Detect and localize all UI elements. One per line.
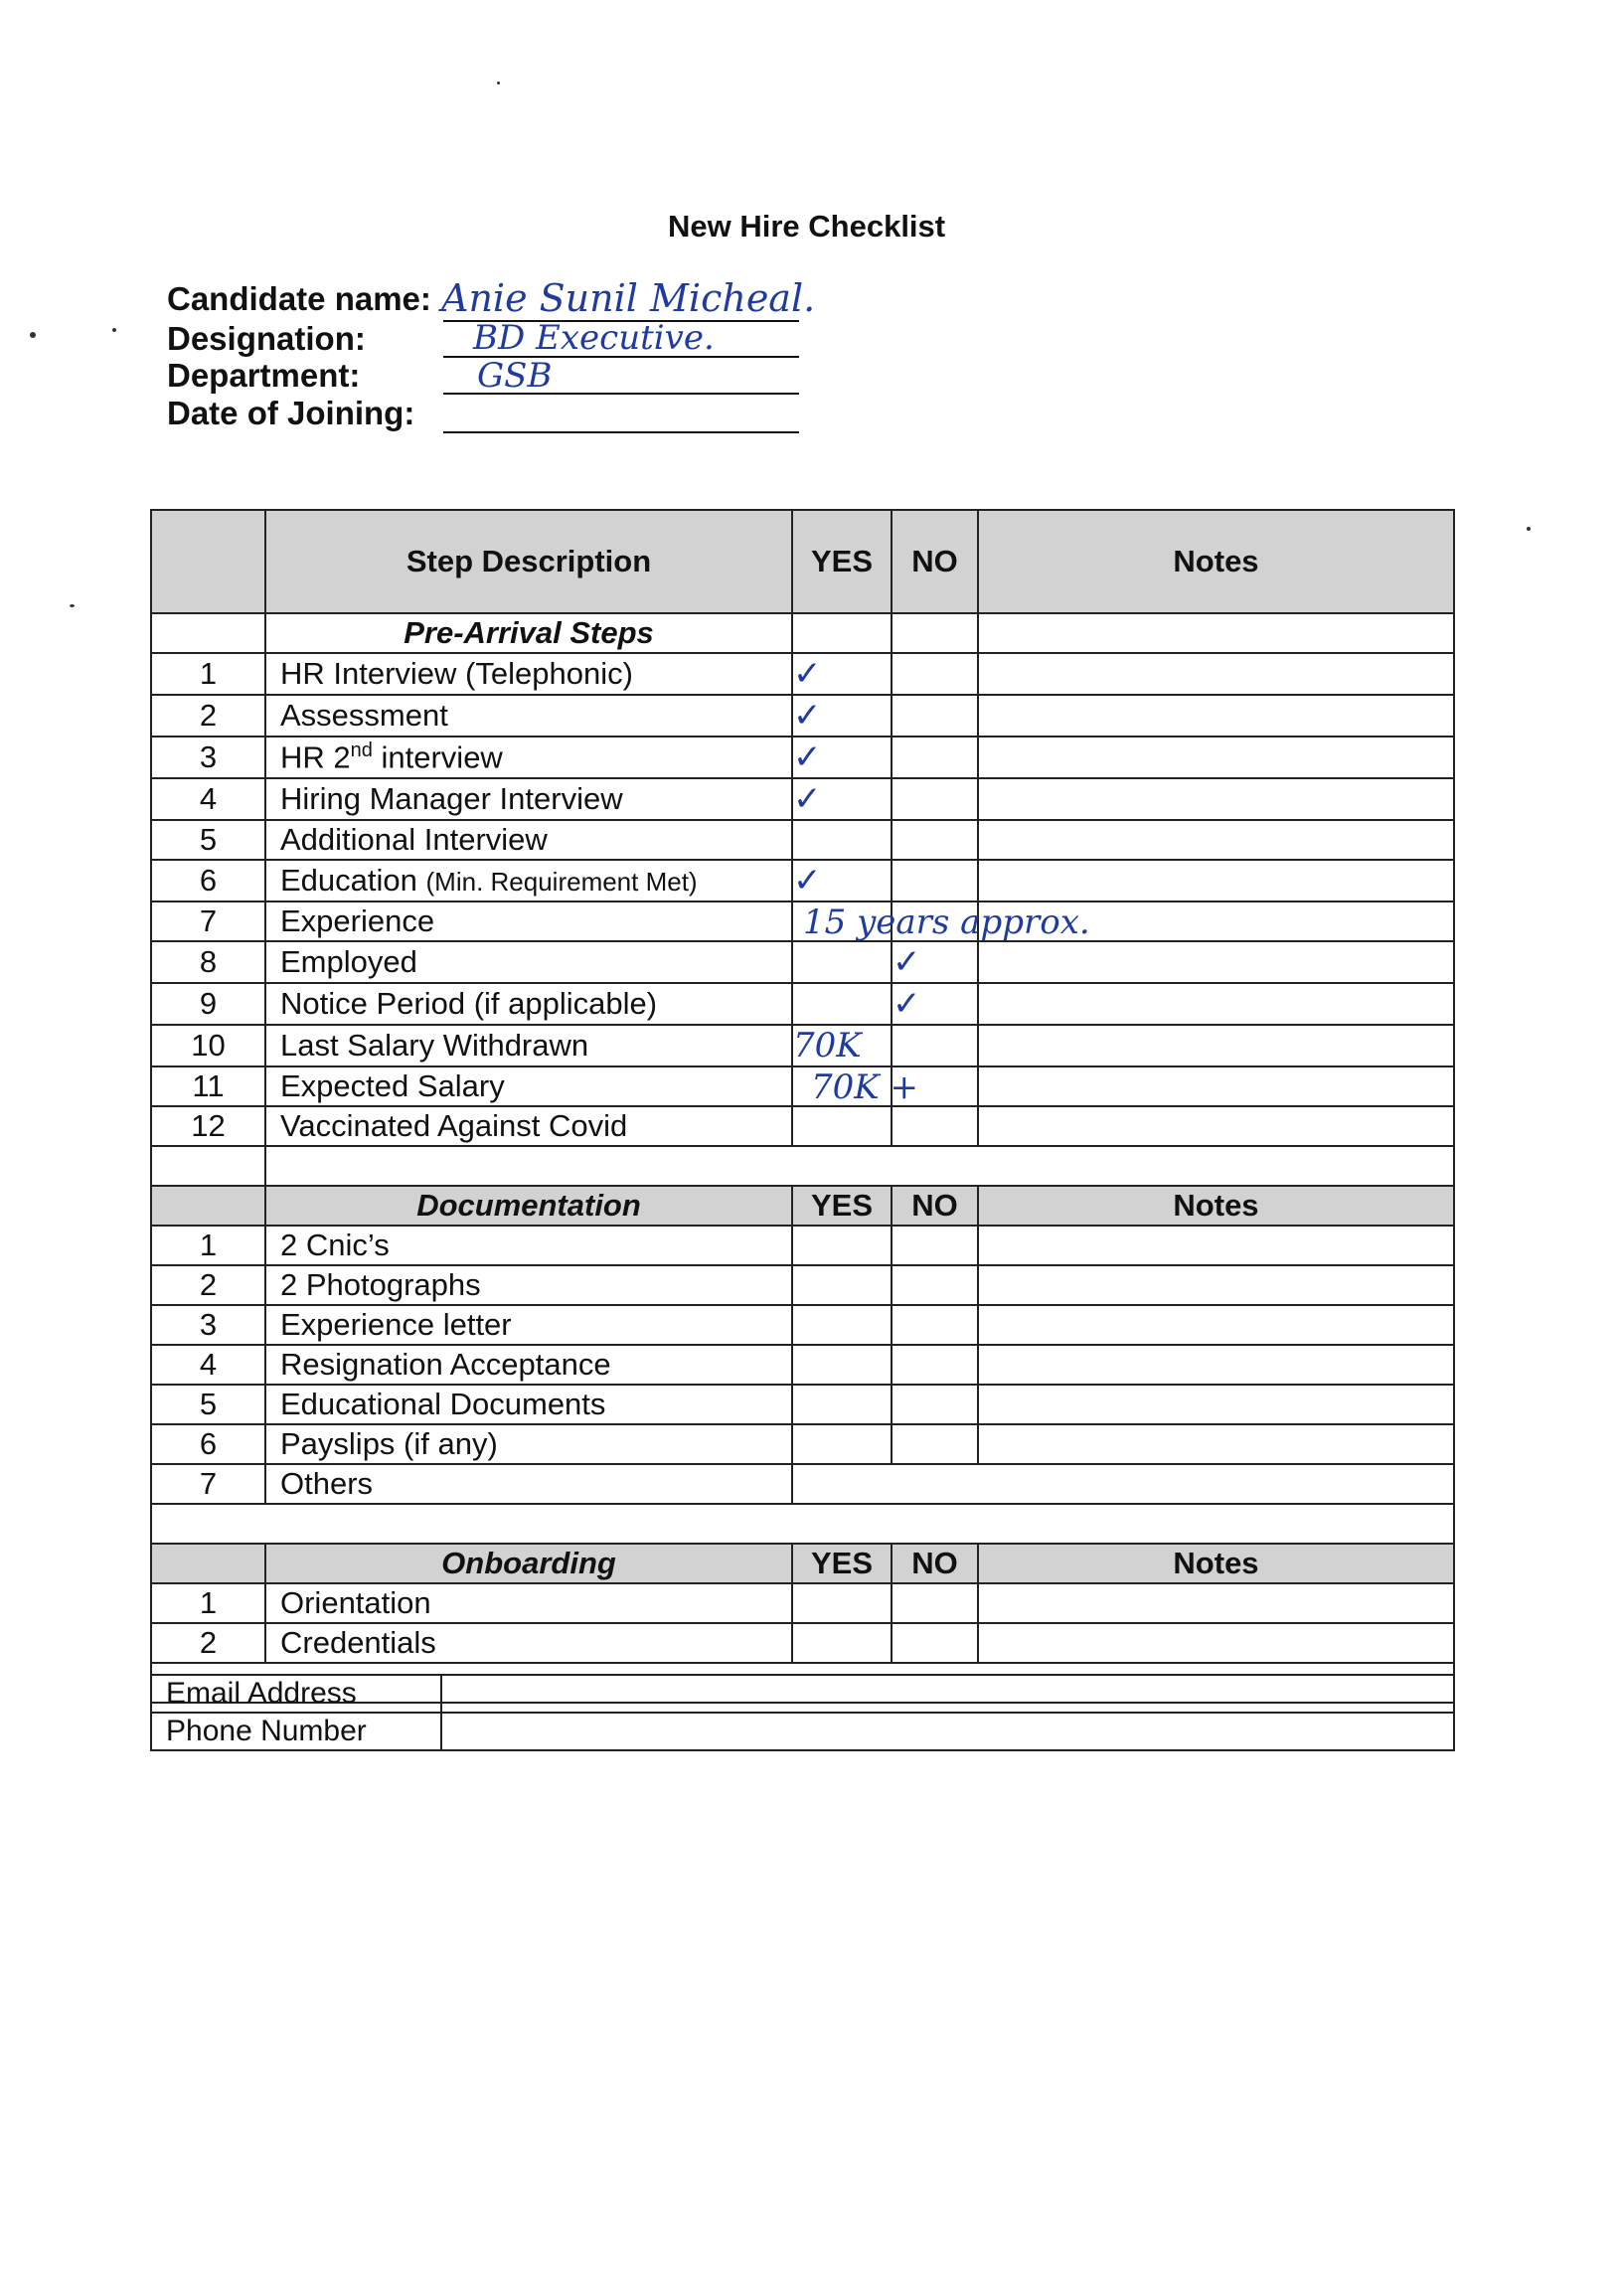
notes-cell[interactable] xyxy=(978,820,1454,860)
yes-cell[interactable] xyxy=(792,1106,892,1146)
row-description xyxy=(265,737,792,778)
notes-cell[interactable] xyxy=(978,1106,1454,1146)
checklist-table xyxy=(150,509,1455,1704)
row-description: Hiring Manager Interview xyxy=(265,778,792,820)
yes-cell[interactable] xyxy=(792,1305,892,1345)
yes-cell[interactable] xyxy=(792,1623,892,1663)
row-number: 9 xyxy=(151,983,265,1025)
table-row xyxy=(151,778,1454,820)
yes-cell[interactable]: 70K xyxy=(792,1025,892,1066)
table-row xyxy=(151,1066,1454,1106)
table-row xyxy=(151,1305,1454,1345)
table-row xyxy=(151,820,1454,860)
row-description: Orientation xyxy=(265,1583,792,1623)
candidate-name-label: Candidate name: xyxy=(167,280,431,317)
date-of-joining-label: Date of Joining: xyxy=(167,395,415,431)
row-description: 2 Photographs xyxy=(265,1265,792,1305)
yes-header: YES xyxy=(792,1186,892,1226)
yes-cell[interactable] xyxy=(792,902,1090,942)
row-number: 4 xyxy=(151,778,265,820)
table-row xyxy=(151,983,1454,1025)
yes-cell-handwriting: 15 years approx. xyxy=(803,902,1090,942)
row-number: 6 xyxy=(151,1424,265,1464)
table-row xyxy=(151,1025,1454,1066)
yes-cell[interactable] xyxy=(792,983,892,1025)
candidate-name-value[interactable]: Anie Sunil Micheal. xyxy=(441,276,816,320)
no-cell[interactable] xyxy=(892,695,978,737)
table-row xyxy=(151,737,1454,778)
notes-cell[interactable] xyxy=(978,1305,1454,1345)
no-cell[interactable] xyxy=(892,653,978,695)
table-header-row xyxy=(151,510,1454,613)
no-header: NO xyxy=(892,1544,978,1583)
no-cell[interactable]: ✓ xyxy=(892,941,978,983)
yes-cell[interactable] xyxy=(792,1424,892,1464)
row-description: 2 Cnic’s xyxy=(265,1226,792,1265)
yes-header: YES xyxy=(792,510,892,613)
row-number: 4 xyxy=(151,1345,265,1385)
row-number: 1 xyxy=(151,653,265,695)
email-field[interactable] xyxy=(441,1675,1454,1713)
table-row xyxy=(151,1265,1454,1305)
no-header: NO xyxy=(892,1186,978,1226)
table-row xyxy=(151,1713,1454,1750)
row-description: Expected Salary xyxy=(265,1066,792,1106)
scan-speck xyxy=(70,604,75,607)
section-title-documentation: Documentation xyxy=(265,1186,792,1226)
others-notes-cell[interactable] xyxy=(792,1464,1454,1504)
department-value[interactable]: GSB xyxy=(477,356,553,396)
designation-label: Designation: xyxy=(167,320,366,357)
phone-field[interactable] xyxy=(441,1713,1454,1750)
section-title-pre-arrival: Pre-Arrival Steps xyxy=(265,613,792,653)
section-row-onboarding xyxy=(151,1544,1454,1583)
table-row xyxy=(151,860,1454,902)
department-label: Department: xyxy=(167,357,361,394)
yes-cell[interactable]: ✓ xyxy=(792,860,892,902)
row-number: 6 xyxy=(151,860,265,902)
notes-cell[interactable] xyxy=(978,778,1454,820)
row-description xyxy=(265,860,792,902)
no-cell[interactable] xyxy=(892,820,978,860)
section-row-pre-arrival xyxy=(151,613,1454,653)
table-row xyxy=(151,1424,1454,1464)
row-description-tail: interview xyxy=(372,739,503,775)
notes-header: Notes xyxy=(978,1544,1454,1583)
row-number: 11 xyxy=(151,1066,265,1106)
date-of-joining-line xyxy=(443,431,799,433)
row-description: Others xyxy=(265,1464,792,1504)
spacer-row xyxy=(151,1504,1454,1544)
row-number: 8 xyxy=(151,941,265,983)
no-cell[interactable] xyxy=(892,1106,978,1146)
notes-cell[interactable] xyxy=(978,1066,1454,1106)
notes-cell[interactable] xyxy=(978,695,1454,737)
table-row xyxy=(151,653,1454,695)
row-number: 2 xyxy=(151,1623,265,1663)
notes-cell[interactable] xyxy=(978,1265,1454,1305)
row-number: 10 xyxy=(151,1025,265,1066)
table-row xyxy=(151,1623,1454,1663)
no-header: NO xyxy=(892,510,978,613)
notes-cell[interactable] xyxy=(978,983,1454,1025)
no-cell[interactable] xyxy=(892,1385,978,1424)
yes-cell[interactable] xyxy=(792,1345,892,1385)
no-cell[interactable] xyxy=(892,1623,978,1663)
notes-cell[interactable] xyxy=(978,1424,1454,1464)
notes-cell[interactable] xyxy=(978,653,1454,695)
phone-label: Phone Number xyxy=(151,1713,441,1750)
row-description: Assessment xyxy=(265,695,792,737)
yes-cell[interactable]: ✓ xyxy=(792,778,892,820)
row-number: 1 xyxy=(151,1583,265,1623)
no-cell[interactable] xyxy=(892,1025,978,1066)
designation-value[interactable]: BD Executive. xyxy=(473,318,715,358)
row-number: 3 xyxy=(151,1305,265,1345)
notes-cell[interactable] xyxy=(978,941,1454,983)
scan-speck xyxy=(497,82,500,84)
row-description: Resignation Acceptance xyxy=(265,1345,792,1385)
row-description: Notice Period (if applicable) xyxy=(265,983,792,1025)
no-cell[interactable] xyxy=(892,1265,978,1305)
yes-header: YES xyxy=(792,1544,892,1583)
notes-header: Notes xyxy=(978,1186,1454,1226)
table-row xyxy=(151,1464,1454,1504)
row-number: 7 xyxy=(151,902,265,941)
yes-cell[interactable] xyxy=(792,1066,918,1107)
yes-cell[interactable]: ✓ xyxy=(792,695,892,737)
row-description: Educational Documents xyxy=(265,1385,792,1424)
yes-cell[interactable] xyxy=(792,1385,892,1424)
no-cell[interactable]: ✓ xyxy=(892,983,978,1025)
no-cell[interactable] xyxy=(892,1345,978,1385)
table-row xyxy=(151,902,1454,941)
table-row xyxy=(151,1385,1454,1424)
num-header-cell xyxy=(151,510,265,613)
notes-cell[interactable] xyxy=(978,1345,1454,1385)
email-label: Email Address xyxy=(151,1675,441,1713)
row-number: 5 xyxy=(151,1385,265,1424)
row-description-note: (Min. Requirement Met) xyxy=(425,867,698,897)
yes-cell[interactable] xyxy=(792,941,892,983)
row-description: Payslips (if any) xyxy=(265,1424,792,1464)
spacer-row xyxy=(151,1146,1454,1186)
row-description: Last Salary Withdrawn xyxy=(265,1025,792,1066)
row-description-main: HR 2 xyxy=(280,739,351,775)
table-row xyxy=(151,1345,1454,1385)
notes-cell[interactable] xyxy=(978,1623,1454,1663)
row-description: Vaccinated Against Covid xyxy=(265,1106,792,1146)
table-row xyxy=(151,1106,1454,1146)
yes-cell[interactable]: ✓ xyxy=(792,653,892,695)
no-cell[interactable] xyxy=(892,1424,978,1464)
row-number: 7 xyxy=(151,1464,265,1504)
notes-cell[interactable] xyxy=(978,1385,1454,1424)
step-description-header: Step Description xyxy=(265,510,792,613)
yes-cell[interactable] xyxy=(792,1583,892,1623)
table-row xyxy=(151,1226,1454,1265)
no-cell[interactable] xyxy=(892,1583,978,1623)
notes-cell[interactable] xyxy=(978,1226,1454,1265)
row-description-superscript: nd xyxy=(350,738,373,761)
yes-cell[interactable] xyxy=(792,820,892,860)
row-description: Credentials xyxy=(265,1623,792,1663)
row-number: 12 xyxy=(151,1106,265,1146)
yes-cell[interactable] xyxy=(792,1265,892,1305)
table-row xyxy=(151,1583,1454,1623)
no-cell[interactable] xyxy=(892,778,978,820)
yes-cell-handwriting: 70K + xyxy=(811,1067,918,1107)
contact-table xyxy=(150,1674,1455,1751)
row-description: Additional Interview xyxy=(265,820,792,860)
row-number: 3 xyxy=(151,737,265,778)
table-row xyxy=(151,1675,1454,1713)
no-cell[interactable] xyxy=(892,860,978,902)
notes-cell[interactable] xyxy=(978,1583,1454,1623)
notes-cell[interactable] xyxy=(978,860,1454,902)
row-description: HR Interview (Telephonic) xyxy=(265,653,792,695)
table-row xyxy=(151,695,1454,737)
row-number: 2 xyxy=(151,695,265,737)
section-title-onboarding: Onboarding xyxy=(265,1544,792,1583)
row-number: 2 xyxy=(151,1265,265,1305)
row-description: Employed xyxy=(265,941,792,983)
row-description: Experience xyxy=(265,902,792,941)
no-cell[interactable] xyxy=(892,1305,978,1345)
notes-header: Notes xyxy=(978,510,1454,613)
row-description-main: Education xyxy=(280,863,417,898)
notes-cell[interactable] xyxy=(978,1025,1454,1066)
yes-cell[interactable]: ✓ xyxy=(792,737,892,778)
row-number: 1 xyxy=(151,1226,265,1265)
row-number: 5 xyxy=(151,820,265,860)
no-cell[interactable] xyxy=(892,1226,978,1265)
row-description: Experience letter xyxy=(265,1305,792,1345)
notes-cell[interactable] xyxy=(978,737,1454,778)
page-title: New Hire Checklist xyxy=(668,209,946,244)
table-row xyxy=(151,941,1454,983)
yes-cell[interactable] xyxy=(792,1226,892,1265)
scan-speck xyxy=(1527,527,1531,531)
scan-speck xyxy=(30,332,36,338)
scan-speck xyxy=(112,328,116,332)
no-cell[interactable] xyxy=(892,737,978,778)
section-row-documentation xyxy=(151,1186,1454,1226)
